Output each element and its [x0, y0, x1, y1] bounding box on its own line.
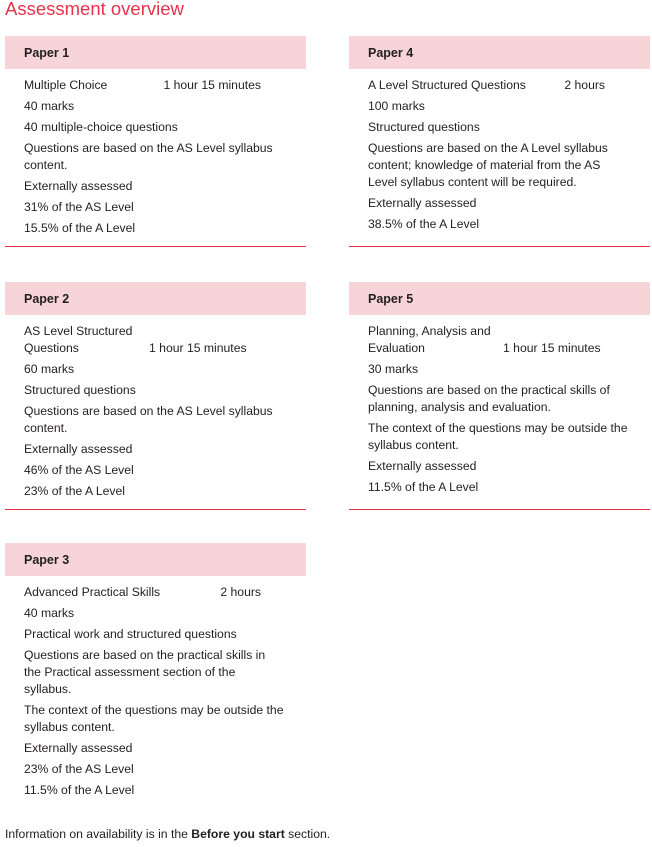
- paper-detail: 60 marks: [24, 362, 75, 376]
- paper-detail: Externally assessed: [368, 196, 477, 210]
- page-title: Assessment overview: [5, 0, 184, 19]
- paper-detail: 11.5% of the A Level: [368, 480, 479, 494]
- paper-detail: Questions are based on the AS Level syllabus content.: [24, 404, 273, 435]
- availability-note: [5, 826, 330, 843]
- paper-type: Advanced Practical Skills: [24, 585, 161, 599]
- paper-duration: 1 hour 15 minutes: [149, 341, 247, 355]
- paper-type: AS Level Structured Questions: [24, 324, 133, 355]
- paper-duration: 2 hours: [564, 78, 605, 92]
- paper-detail: Externally assessed: [368, 459, 477, 473]
- paper-header: Paper 4: [349, 36, 650, 69]
- paper-detail: Questions are based on the practical skills in the Practical assessment section of the syllabus.: [24, 648, 266, 696]
- paper-detail: 40 marks: [24, 606, 75, 620]
- paper-card-5: [349, 282, 650, 500]
- paper-header: Paper 1: [5, 36, 306, 69]
- paper-card-4: [349, 36, 650, 237]
- paper-detail: Structured questions: [24, 383, 136, 397]
- paper-header: Paper 3: [5, 543, 306, 576]
- paper-duration: 1 hour 15 minutes: [503, 341, 601, 355]
- paper-type: Planning, Analysis and Evaluation: [368, 324, 491, 355]
- paper-duration: 2 hours: [220, 585, 261, 599]
- paper-detail: Structured questions: [368, 120, 480, 134]
- paper-card-3: [5, 543, 306, 803]
- paper-card-2: [5, 282, 306, 504]
- paper-detail: 23% of the A Level: [24, 484, 125, 498]
- paper-detail: The context of the questions may be outside the syllabus content.: [368, 421, 628, 452]
- paper-detail: 15.5% of the A Level: [24, 221, 136, 235]
- paper-duration: 1 hour 15 minutes: [163, 78, 261, 92]
- paper-card-1: [5, 36, 306, 241]
- footer-text: Information on availability is in the: [5, 827, 192, 841]
- footer-section-name: Before you start: [191, 827, 285, 841]
- paper-detail: Externally assessed: [24, 179, 133, 193]
- divider: [5, 246, 306, 247]
- divider: [349, 509, 650, 510]
- paper-detail: 30 marks: [368, 362, 419, 376]
- paper-detail: Questions are based on the A Level syllabus content; knowledge of material from the AS Level syllabus content will be required.: [368, 141, 608, 189]
- divider: [349, 246, 650, 247]
- paper-detail: 23% of the AS Level: [24, 762, 134, 776]
- paper-detail: Externally assessed: [24, 741, 133, 755]
- footer-text: section.: [284, 827, 331, 841]
- paper-detail: 100 marks: [368, 99, 425, 113]
- paper-detail: Practical work and structured questions: [24, 627, 237, 641]
- paper-detail: 46% of the AS Level: [24, 463, 134, 477]
- paper-detail: Questions are based on the practical skills of planning, analysis and evaluation.: [368, 383, 610, 414]
- paper-detail: 11.5% of the A Level: [24, 783, 135, 797]
- paper-detail: 40 multiple-choice questions: [24, 120, 178, 134]
- paper-type: A Level Structured Questions: [368, 78, 526, 92]
- paper-detail: 40 marks: [24, 99, 75, 113]
- paper-type: Multiple Choice: [24, 78, 108, 92]
- paper-detail: Questions are based on the AS Level syllabus content.: [24, 141, 273, 172]
- paper-detail: Externally assessed: [24, 442, 133, 456]
- paper-header: Paper 2: [5, 282, 306, 315]
- paper-detail: 31% of the AS Level: [24, 200, 134, 214]
- paper-header: Paper 5: [349, 282, 650, 315]
- paper-detail: The context of the questions may be outside the syllabus content.: [24, 703, 284, 734]
- divider: [5, 509, 306, 510]
- paper-detail: 38.5% of the A Level: [368, 217, 480, 231]
